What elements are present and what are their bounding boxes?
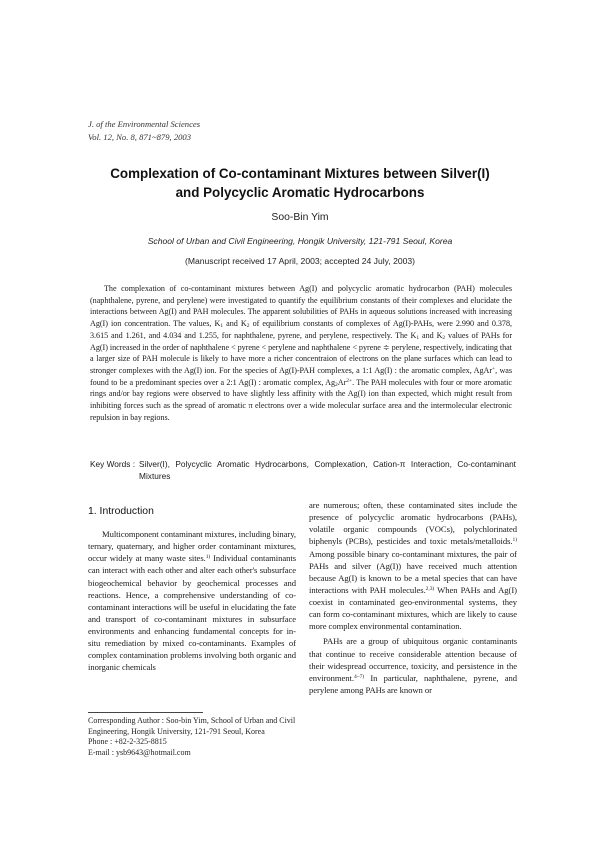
footnote-author: Corresponding Author : Soo-bin Yim, School of Urban and Civil Engineering, Hongik University, 121-791 Seoul, Korea xyxy=(88,716,296,736)
reference-marker: 1) xyxy=(512,537,517,544)
agar-superscript: + xyxy=(492,365,496,372)
journal-citation xyxy=(88,118,200,143)
abstract-text-1: The complexation of co-contaminant mixtures between Ag(I) and polycyclic aromatic hydrocarbon (PAH) molecules (naphthalene, pyrene, and perylene) were investigated to quantify the equilibrium constants of their complexes and elucidate the interactions between Ag(I) and PAH molecules. The apparent solubilities of PAHs in aqueous solutions increased with increasing Ag(I) ion concentration. The values, K xyxy=(90,284,512,329)
intro-text: Multicomponent contaminant mixtures, including binary, ternary, quaternary, and higher order contaminant mixtures, occur widely at many waste sites. xyxy=(88,529,296,564)
abstract-text-6: , was found to be a predominant species over a 2:1 Ag(I) : aromatic complex, Ag xyxy=(90,365,512,387)
abstract-text-2: and K xyxy=(223,319,247,329)
k1-subscript: 1 xyxy=(220,323,224,330)
k1-subscript: 1 xyxy=(416,334,420,341)
intro-paragraph-1 xyxy=(88,528,296,674)
author-name: Soo-Bin Yim xyxy=(271,212,329,223)
abstract-text-7: Ar xyxy=(337,377,347,387)
title-line-2: and Polycyclic Aromatic Hydrocarbons xyxy=(175,185,425,200)
abstract-text-4: and K xyxy=(419,330,443,340)
abstract xyxy=(90,283,512,423)
intro-text: Among possible binary co-contaminant mixtures, the pair of PAHs and silver (Ag(I)) have received much attention because Ag(I) is known to be a metal species that can have interactions with PAH molecules. xyxy=(309,548,517,595)
intro-text: PAHs are a group of ubiquitous organic contaminants that continue to receive considerable attention because of their widespread occurrence, toxicity, and persistence in the environment. xyxy=(309,636,517,683)
left-column xyxy=(88,506,296,674)
reference-marker: 4~7) xyxy=(353,673,365,680)
intro-text: When PAHs and Ag(I) coexist in contaminated geo-environmental systems, they can form co-contaminant mixtures, which are likely to cause more complex environmental contamination. xyxy=(309,584,517,632)
journal-name: J. of the Environmental Sciences xyxy=(88,119,201,129)
intro-text: Individual contaminants can interact with each other and alter each other's subsurface biogeochemical behavior by geochemical processes and reactions. Hence, a comprehensive understanding of co-contaminant interactions will be useful in elucidating the fate and transport of co-contaminant mixtures in subsurface environments and enhancing fundamental concepts for in-situ remediation by mixed co-contaminants. Examples of complex contamination problems involving both organic and inorganic chemicals xyxy=(88,553,296,673)
intro-paragraph-1-continued xyxy=(309,499,517,632)
keywords xyxy=(90,459,516,482)
section-heading-introduction: 1. Introduction xyxy=(88,506,154,517)
abstract-text-8: . The PAH molecules with four or more aromatic rings and/or bay regions were observed to have slightly less affinity with the Ag(I) ion than expected, which might result from inhibiting forces such as the spread of aromatic π electrons over a wide molecular surface area and the intermolecular electronic repulsion in bay regions. xyxy=(90,377,512,422)
keywords-label: Key Words : xyxy=(90,459,136,469)
corresponding-author-footnote xyxy=(88,716,296,758)
k2-subscript: 2 xyxy=(246,323,250,330)
right-column xyxy=(309,499,517,696)
keywords-text: Silver(I), Polycyclic Aromatic Hydrocarbons, Complexation, Cation-π Interaction, Co-contaminant Mixtures xyxy=(139,459,516,481)
footnote-phone: Phone : +82-2-325-8815 xyxy=(88,737,167,747)
abstract-text-3: of equilibrium constants of complexes of Ag(I)-PAHs, were 2.990 and 0.378, 3.615 and 1.261, and 4.034 and 1.255, for naphthalene, pyrene, and perylene, respectively. The K xyxy=(90,319,512,340)
manuscript-dates: (Manuscript received 17 April, 2003; accepted 24 July, 2003) xyxy=(184,256,416,266)
footnote-divider xyxy=(88,712,203,713)
intro-text: are numerous; often, these contaminated sites include the presence of polycyclic aromatic hydrocarbons (PAHs), volatile organic compounds (VOCs), polychlorinated biphenyls (PCBs), pesticides and toxic metals/metalloids. xyxy=(309,500,517,547)
reference-marker: 1) xyxy=(205,554,211,561)
intro-paragraph-2 xyxy=(309,635,517,696)
journal-volume: Vol. 12, No. 8, 871~879, 2003 xyxy=(88,131,192,142)
reference-marker: 2,3) xyxy=(425,585,435,592)
paper-title xyxy=(70,164,530,202)
author-affiliation: School of Urban and Civil Engineering, Hongik University, 121-791 Seoul, Korea xyxy=(147,236,453,246)
ag2ar-superscript: 2+ xyxy=(346,377,353,384)
title-line-1: Complexation of Co-contaminant Mixtures between Silver(I) xyxy=(110,166,490,181)
abstract-text-5: values of PAHs for Ag(I) increased in the order of naphthalene < pyrene < perylene and naphthalene < pyrene ≑ perylene, respectively, indicating that a larger size of PAH molecule is likely to have more a richer concentraion of electrons on the plane surfaces which can lead to stronger complexes with the Ag(I) ion. For the species of Ag(I)-PAH complexes, a 1:1 Ag(I) : the aromatic complex, AgAr xyxy=(90,330,512,375)
k2-subscript: 2 xyxy=(442,334,446,341)
ag2-subscript: 2 xyxy=(335,381,338,388)
footnote-email: E-mail : ysb9643@hotmail.com xyxy=(88,747,191,757)
intro-text: In particular, naphthalene, pyrene, and perylene among PAHs are known or xyxy=(309,672,517,695)
